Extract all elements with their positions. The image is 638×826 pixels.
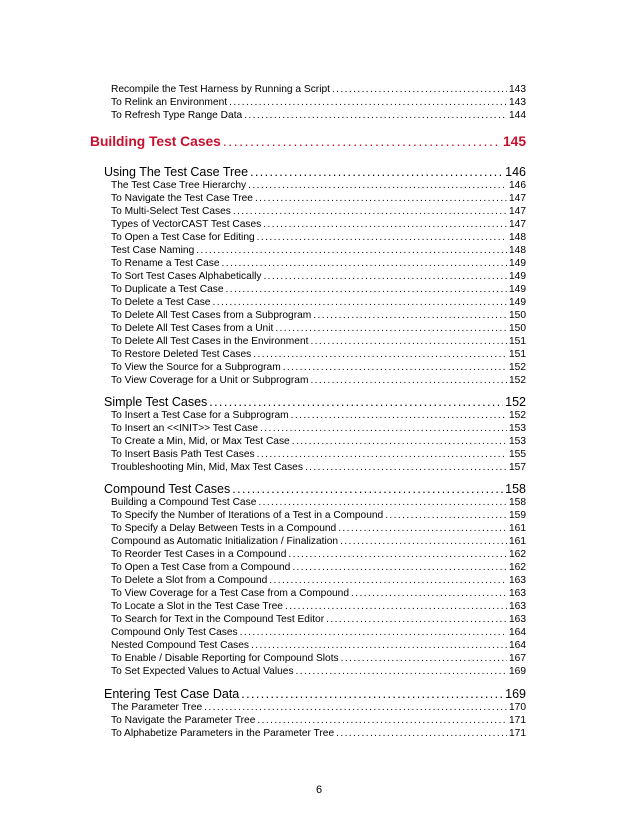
toc-entry-page: 159 xyxy=(509,510,526,521)
toc-entry[interactable] xyxy=(111,613,526,626)
toc-entry-title: To Navigate the Test Case Tree xyxy=(111,193,253,204)
toc-entry-page: 163 xyxy=(509,588,526,599)
toc-entry-title: To Navigate the Parameter Tree xyxy=(111,715,256,726)
toc-entry[interactable] xyxy=(111,600,526,613)
toc-entry-page: 148 xyxy=(509,245,526,256)
toc-entry[interactable] xyxy=(111,348,526,361)
toc-entry-page: 167 xyxy=(509,653,526,664)
toc-entry[interactable] xyxy=(111,361,526,374)
toc-entry-title: To Set Expected Values to Actual Values xyxy=(111,666,294,677)
toc-entry[interactable] xyxy=(111,179,526,192)
toc-entry-title: To Open a Test Case for Editing xyxy=(111,232,255,243)
toc-entry-title: To Refresh Type Range Data xyxy=(111,110,243,121)
toc-entry[interactable] xyxy=(111,665,526,678)
toc-entry-page: 153 xyxy=(509,436,526,447)
toc-entry[interactable] xyxy=(111,548,526,561)
toc-entry-title: To Rename a Test Case xyxy=(111,258,220,269)
toc-entry-title: Building a Compound Test Case xyxy=(111,497,257,508)
toc-entry-page: 149 xyxy=(509,258,526,269)
toc-entry[interactable] xyxy=(111,535,526,548)
toc-entry-title: Test Case Naming xyxy=(111,245,195,256)
toc-entry-page: 164 xyxy=(509,627,526,638)
toc-entry-title: To Insert an <<INIT>> Test Case xyxy=(111,423,259,434)
toc-entry[interactable] xyxy=(111,322,526,335)
toc-entry-title: To Delete All Test Cases in the Environment xyxy=(111,336,309,347)
toc-entry-title: To Delete a Slot from a Compound xyxy=(111,575,268,586)
toc-entry[interactable] xyxy=(111,309,526,322)
toc-section[interactable] xyxy=(104,394,526,410)
toc-entry[interactable] xyxy=(111,257,526,270)
toc-entry-title: To View Coverage for a Test Case from a Compound xyxy=(111,588,350,599)
toc-entry[interactable] xyxy=(111,509,526,522)
toc-entry-page: 148 xyxy=(509,232,526,243)
toc-section[interactable] xyxy=(104,481,526,497)
toc-entry[interactable] xyxy=(111,701,526,714)
toc-entry-title: Types of VectorCAST Test Cases xyxy=(111,219,262,230)
toc-entry-page: 162 xyxy=(509,549,526,560)
toc-entry-title: Compound as Automatic Initialization / Finalization xyxy=(111,536,339,547)
toc-entry-page: 147 xyxy=(509,219,526,230)
toc-entry[interactable] xyxy=(111,231,526,244)
toc-entry-page: 152 xyxy=(509,362,526,373)
toc-entry-page: 151 xyxy=(509,336,526,347)
toc-section-page: 146 xyxy=(505,165,526,179)
toc-chapter-page: 145 xyxy=(502,134,526,149)
toc-entry-title: To Sort Test Cases Alphabetically xyxy=(111,271,262,282)
toc-entry[interactable] xyxy=(111,296,526,309)
toc-entry-title: To Multi-Select Test Cases xyxy=(111,206,231,217)
toc-section-page: 169 xyxy=(505,687,526,701)
toc-entry-page: 161 xyxy=(509,536,526,547)
toc-entry-page: 163 xyxy=(509,601,526,612)
toc-entry[interactable] xyxy=(111,283,526,296)
toc-section-page: 158 xyxy=(505,482,526,496)
toc-entry-page: 147 xyxy=(509,193,526,204)
toc-section[interactable] xyxy=(104,164,526,180)
toc-entry-page: 162 xyxy=(509,562,526,573)
toc-entry-title: Nested Compound Test Cases xyxy=(111,640,249,651)
toc-entry[interactable] xyxy=(111,244,526,257)
toc-entry[interactable] xyxy=(111,96,526,109)
toc-entry[interactable] xyxy=(111,574,526,587)
toc-entry-title: To Locate a Slot in the Test Case Tree xyxy=(111,601,283,612)
toc-entry-title: To Insert Basis Path Test Cases xyxy=(111,449,255,460)
toc-entry-page: 153 xyxy=(509,423,526,434)
toc-entry[interactable] xyxy=(111,639,526,652)
toc-entry-title: The Test Case Tree Hierarchy xyxy=(111,180,247,191)
toc-section-title: Using The Test Case Tree xyxy=(104,165,249,179)
toc-entry-page: 164 xyxy=(509,640,526,651)
toc-entry-page: 163 xyxy=(509,614,526,625)
toc-entry-page: 152 xyxy=(509,410,526,421)
toc-entry-page: 161 xyxy=(509,523,526,534)
toc-entry-title: To Open a Test Case from a Compound xyxy=(111,562,291,573)
toc-entry-title: To Restore Deleted Test Cases xyxy=(111,349,252,360)
toc-entry-title: To View the Source for a Subprogram xyxy=(111,362,281,373)
toc-entry-page: 149 xyxy=(509,284,526,295)
toc-entry-page: 171 xyxy=(509,728,526,739)
toc-entry[interactable] xyxy=(111,422,526,435)
toc-entry-title: To Delete a Test Case xyxy=(111,297,211,308)
toc-section-title: Entering Test Case Data xyxy=(104,687,240,701)
toc-entry-title: To Reorder Test Cases in a Compound xyxy=(111,549,287,560)
toc-entry[interactable] xyxy=(111,727,526,740)
toc-entry[interactable] xyxy=(111,435,526,448)
toc-entry-page: 169 xyxy=(509,666,526,677)
toc-entry-page: 158 xyxy=(509,497,526,508)
toc-entry[interactable] xyxy=(111,205,526,218)
toc-entry-page: 143 xyxy=(509,97,526,108)
toc-section[interactable] xyxy=(104,686,526,702)
toc-entry[interactable] xyxy=(111,448,526,461)
toc-chapter[interactable] xyxy=(90,133,526,151)
toc-entry-title: The Parameter Tree xyxy=(111,702,203,713)
toc-entry-title: To Enable / Disable Reporting for Compound Slots xyxy=(111,653,339,664)
page-number: 6 xyxy=(315,784,323,796)
toc-entry[interactable] xyxy=(111,83,526,96)
toc-entry-title: To Specify the Number of Iterations of a Test in a Compound xyxy=(111,510,384,521)
toc-section-title: Compound Test Cases xyxy=(104,482,231,496)
toc-entry-page: 157 xyxy=(509,462,526,473)
toc-entry[interactable] xyxy=(111,587,526,600)
toc-entry[interactable] xyxy=(111,461,526,474)
toc-entry-title: To Search for Text in the Compound Test Editor xyxy=(111,614,325,625)
toc-entry[interactable] xyxy=(111,522,526,535)
toc-entry-title: Troubleshooting Min, Mid, Max Test Cases xyxy=(111,462,303,473)
toc-entry-page: 152 xyxy=(509,375,526,386)
toc-entry-page: 171 xyxy=(509,715,526,726)
toc-entry-title: To Specify a Delay Between Tests in a Compound xyxy=(111,523,337,534)
toc-entry[interactable] xyxy=(111,561,526,574)
toc-entry[interactable] xyxy=(111,714,526,727)
toc-entry-page: 151 xyxy=(509,349,526,360)
toc-chapter-title: Building Test Cases xyxy=(90,134,221,149)
toc-entry[interactable] xyxy=(111,218,526,231)
toc-entry-page: 149 xyxy=(509,297,526,308)
toc-entry-page: 150 xyxy=(509,323,526,334)
toc-entry-page: 150 xyxy=(509,310,526,321)
toc-entry-page: 144 xyxy=(509,110,526,121)
toc-entry-title: To View Coverage for a Unit or Subprogram xyxy=(111,375,309,386)
toc-entry[interactable] xyxy=(111,192,526,205)
toc-entry-page: 155 xyxy=(509,449,526,460)
toc-entry[interactable] xyxy=(111,335,526,348)
toc-section-page: 152 xyxy=(505,395,526,409)
toc-entry[interactable] xyxy=(111,626,526,639)
toc-entry-title: To Alphabetize Parameters in the Parameter Tree xyxy=(111,728,335,739)
toc-entry-page: 146 xyxy=(509,180,526,191)
toc-entry-page: 143 xyxy=(509,84,526,95)
toc-entry[interactable] xyxy=(111,652,526,665)
toc-entry-title: To Relink an Environment xyxy=(111,97,228,108)
toc-entry[interactable] xyxy=(111,270,526,283)
toc-entry-page: 170 xyxy=(509,702,526,713)
toc-entry-page: 163 xyxy=(509,575,526,586)
toc-entry-title: To Delete All Test Cases from a Subprogram xyxy=(111,310,312,321)
toc-entry-title: To Insert a Test Case for a Subprogram xyxy=(111,410,289,421)
toc-entry[interactable] xyxy=(111,374,526,387)
toc-entry[interactable] xyxy=(111,109,526,122)
toc-entry-title: To Duplicate a Test Case xyxy=(111,284,224,295)
toc-entry[interactable] xyxy=(111,409,526,422)
toc-entry-title: To Delete All Test Cases from a Unit xyxy=(111,323,274,334)
toc-entry-page: 149 xyxy=(509,271,526,282)
toc-entry[interactable] xyxy=(111,496,526,509)
toc-entry-page: 147 xyxy=(509,206,526,217)
toc-entry-title: Recompile the Test Harness by Running a Script xyxy=(111,84,330,95)
toc-section-title: Simple Test Cases xyxy=(104,395,208,409)
toc-entry-title: Compound Only Test Cases xyxy=(111,627,238,638)
toc-entry-title: To Create a Min, Mid, or Max Test Case xyxy=(111,436,290,447)
